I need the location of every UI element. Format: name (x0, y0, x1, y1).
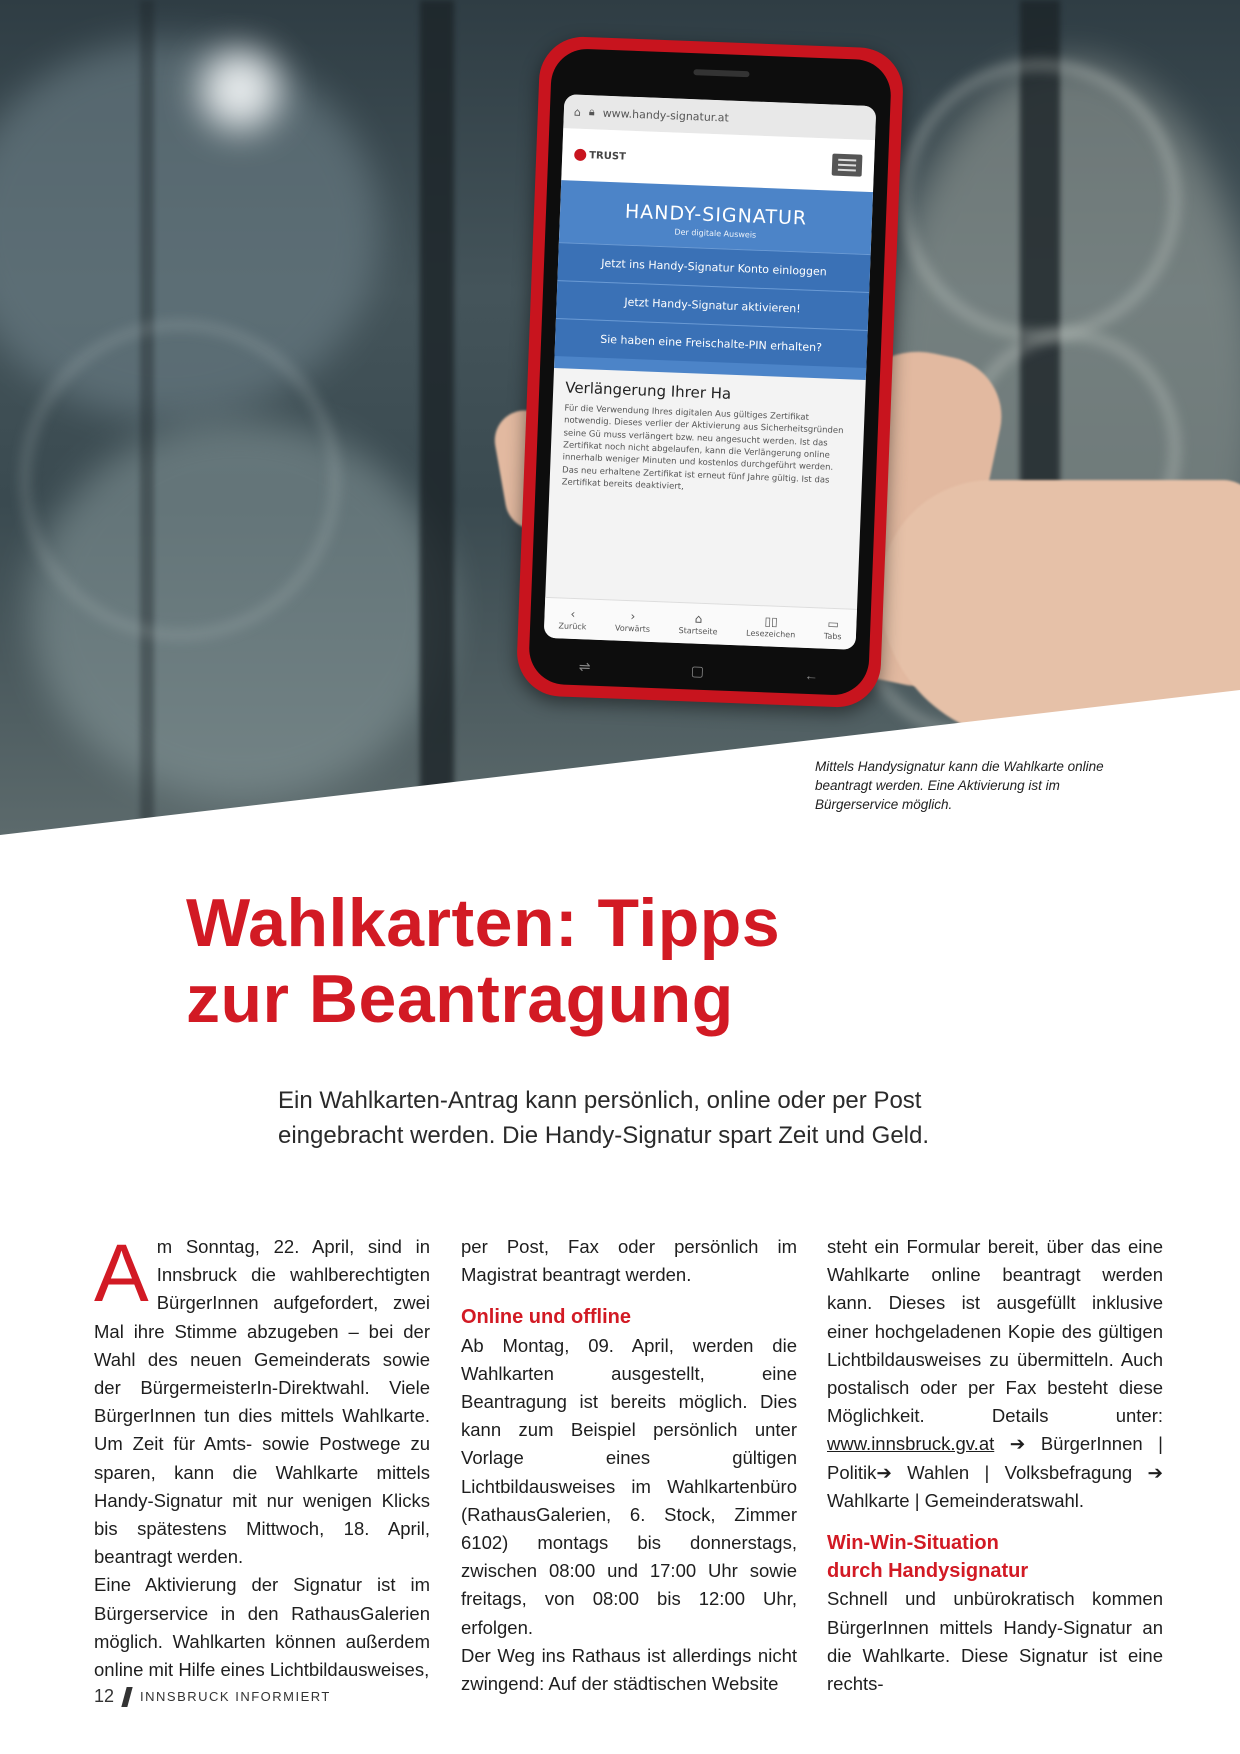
home-icon[interactable]: ⌂ (573, 105, 582, 119)
page-footer (94, 1686, 331, 1707)
photo-caption: Mittels Handysignatur kann die Wahlkarte online beantragt werden. Eine Aktivierung ist im Bürgerservice möglich. (815, 759, 1104, 812)
site-article-heading: Verlängerung Ihrer Ha (564, 378, 732, 403)
article-title (186, 885, 1006, 1037)
column-1 (94, 1228, 430, 1684)
column-2 (461, 1233, 797, 1698)
site-hero-subtitle: Der digitale Ausweis (674, 227, 757, 240)
paragraph: steht ein Formular bereit, über das eine Wahlkarte online beantragt werden kann. Dieses ist ausgefüllt inklusive einer hochgeladenen Kopie des gültigen Lichtbildausweises zu übermitteln. Auch postalisch oder per Fax besteht diese Möglichkeit. Details unter: www.innsbruck.gv.at ➔ BürgerInnen | Politik➔ Wahlen | Volksbefragung ➔ Wahlkarte | Gemeinderatswahl. (827, 1236, 1163, 1511)
subheading-online-offline: Online und offline (461, 1306, 631, 1329)
bookmark-icon: ▯▯ (764, 614, 779, 629)
nav-bookmarks[interactable]: ▯▯ Lesezeichen (745, 614, 796, 640)
site-article-text: Für die Verwendung Ihres digitalen Aus gültiges Zertifikat notwendig. Dieses verlier der Aktivierung aus Sicherheitsgründen seine Gü muss verlängert bzw. neu angesucht werden. Ist das Zertifikat noch nicht abgelaufen, kann die Verlängerung online innerhalb weniger Minuten und kostenlos durchgeführt werden. Das neu erhaltene Zertifikat ist erneut fünf Jahre gültig. Ist das Zertifikat bereits deaktiviert, (561, 403, 844, 492)
home-icon: ⌂ (694, 611, 703, 626)
trust-logo: TRUST (574, 149, 626, 163)
website-link[interactable]: www.innsbruck.gv.at (827, 1433, 995, 1455)
nav-forward[interactable]: › Vorwärts (614, 609, 651, 634)
drop-cap: A (94, 1228, 149, 1319)
back-icon[interactable]: ← (803, 666, 819, 684)
paragraph: Ab Montag, 09. April, werden die Wahlkarten ausgestellt, eine Beantragung ist bereits möglich. Dies kann zum Beispiel persönlich unter Vorlage eines gültigen Lichtbildausweises im Wahlkartenbüro (RathausGalerien, 6. Stock, Zimmer 6102) montags bis donnerstags, zwischen 08:00 und 17:00 Uhr sowie freitags, von 08:00 bis 12:00 Uhr, erfolgen. (461, 1334, 797, 1638)
back-arrow-icon: ‹ (570, 606, 576, 622)
pin-button[interactable]: Sie haben eine Freischalte-PIN erhalten? (554, 318, 867, 368)
paragraph: Eine Aktivierung der Signatur ist im Bürgerservice in den RathausGalerien möglich. Wahlkarten können außerdem online mit Hilfe eines Lichtbildausweises, (94, 1574, 430, 1681)
tabs-icon: ▭ (827, 616, 840, 632)
site-hero-title: HANDY-SIGNATUR (624, 200, 808, 230)
nav-home[interactable]: ⌂ Startseite (678, 611, 718, 637)
paragraph: Schnell und unbürokratisch kommen BürgerInnen mittels Handy-Signatur an die Wahlkarte. Diese Signatur ist eine rechts- (827, 1588, 1163, 1695)
article-title-line2: zur Beantragung (186, 961, 734, 1037)
url-text: www.handy-signatur.at (602, 106, 730, 125)
page-number: 12 (94, 1686, 115, 1706)
activate-button[interactable]: Jetzt Handy-Signatur aktivieren! (556, 280, 869, 330)
paragraph: per Post, Fax oder persönlich im Magistrat beantragt werden. (461, 1236, 797, 1286)
paragraph: m Sonntag, 22. April, sind in Innsbruck die wahlberechtigten BürgerInnen aufgefordert, zwei Mal ihre Stimme abzugeben – bei der Wahl des neuen Gemeinderats sowie der BürgermeisterIn-Direktwahl. Viele BürgerInnen tun dies mittels Wahlkarte. Um Zeit für Amts- sowie Postwege zu sparen, kann die Wahlkarte mittels Handy-Signatur mit nur wenigen Klicks bis spätestens Mittwoch, 18. April, beantragt werden. (94, 1236, 430, 1568)
hero-photo (0, 0, 1240, 835)
home-square-icon[interactable]: ▢ (690, 662, 705, 679)
login-button[interactable]: Jetzt ins Handy-Signatur Konto einloggen (557, 242, 870, 292)
subheading-win-win: Win-Win-Situation durch Handysignatur (827, 1532, 1029, 1583)
forward-arrow-icon: › (630, 609, 636, 624)
nav-tabs[interactable]: ▭ Tabs (823, 616, 842, 642)
paragraph: Der Weg ins Rathaus ist allerdings nicht zwingend: Auf der städtischen Website (461, 1644, 797, 1695)
article-lead: Ein Wahlkarten-Antrag kann persönlich, online oder per Post eingebracht werden. Die Handy-Signatur spart Zeit und Geld. (278, 1087, 930, 1149)
article-title-line1: Wahlkarten: Tipps (186, 885, 781, 961)
nav-back[interactable]: ‹ Zurück (558, 606, 587, 632)
slash-divider (121, 1687, 132, 1707)
column-3 (827, 1233, 1163, 1698)
recent-apps-icon[interactable]: ⇌ (578, 658, 591, 675)
magazine-name: INNSBRUCK INFORMIERT (140, 1689, 331, 1704)
diagonal-white-cut (0, 0, 1240, 835)
lock-icon: 🔒︎ (588, 105, 595, 119)
